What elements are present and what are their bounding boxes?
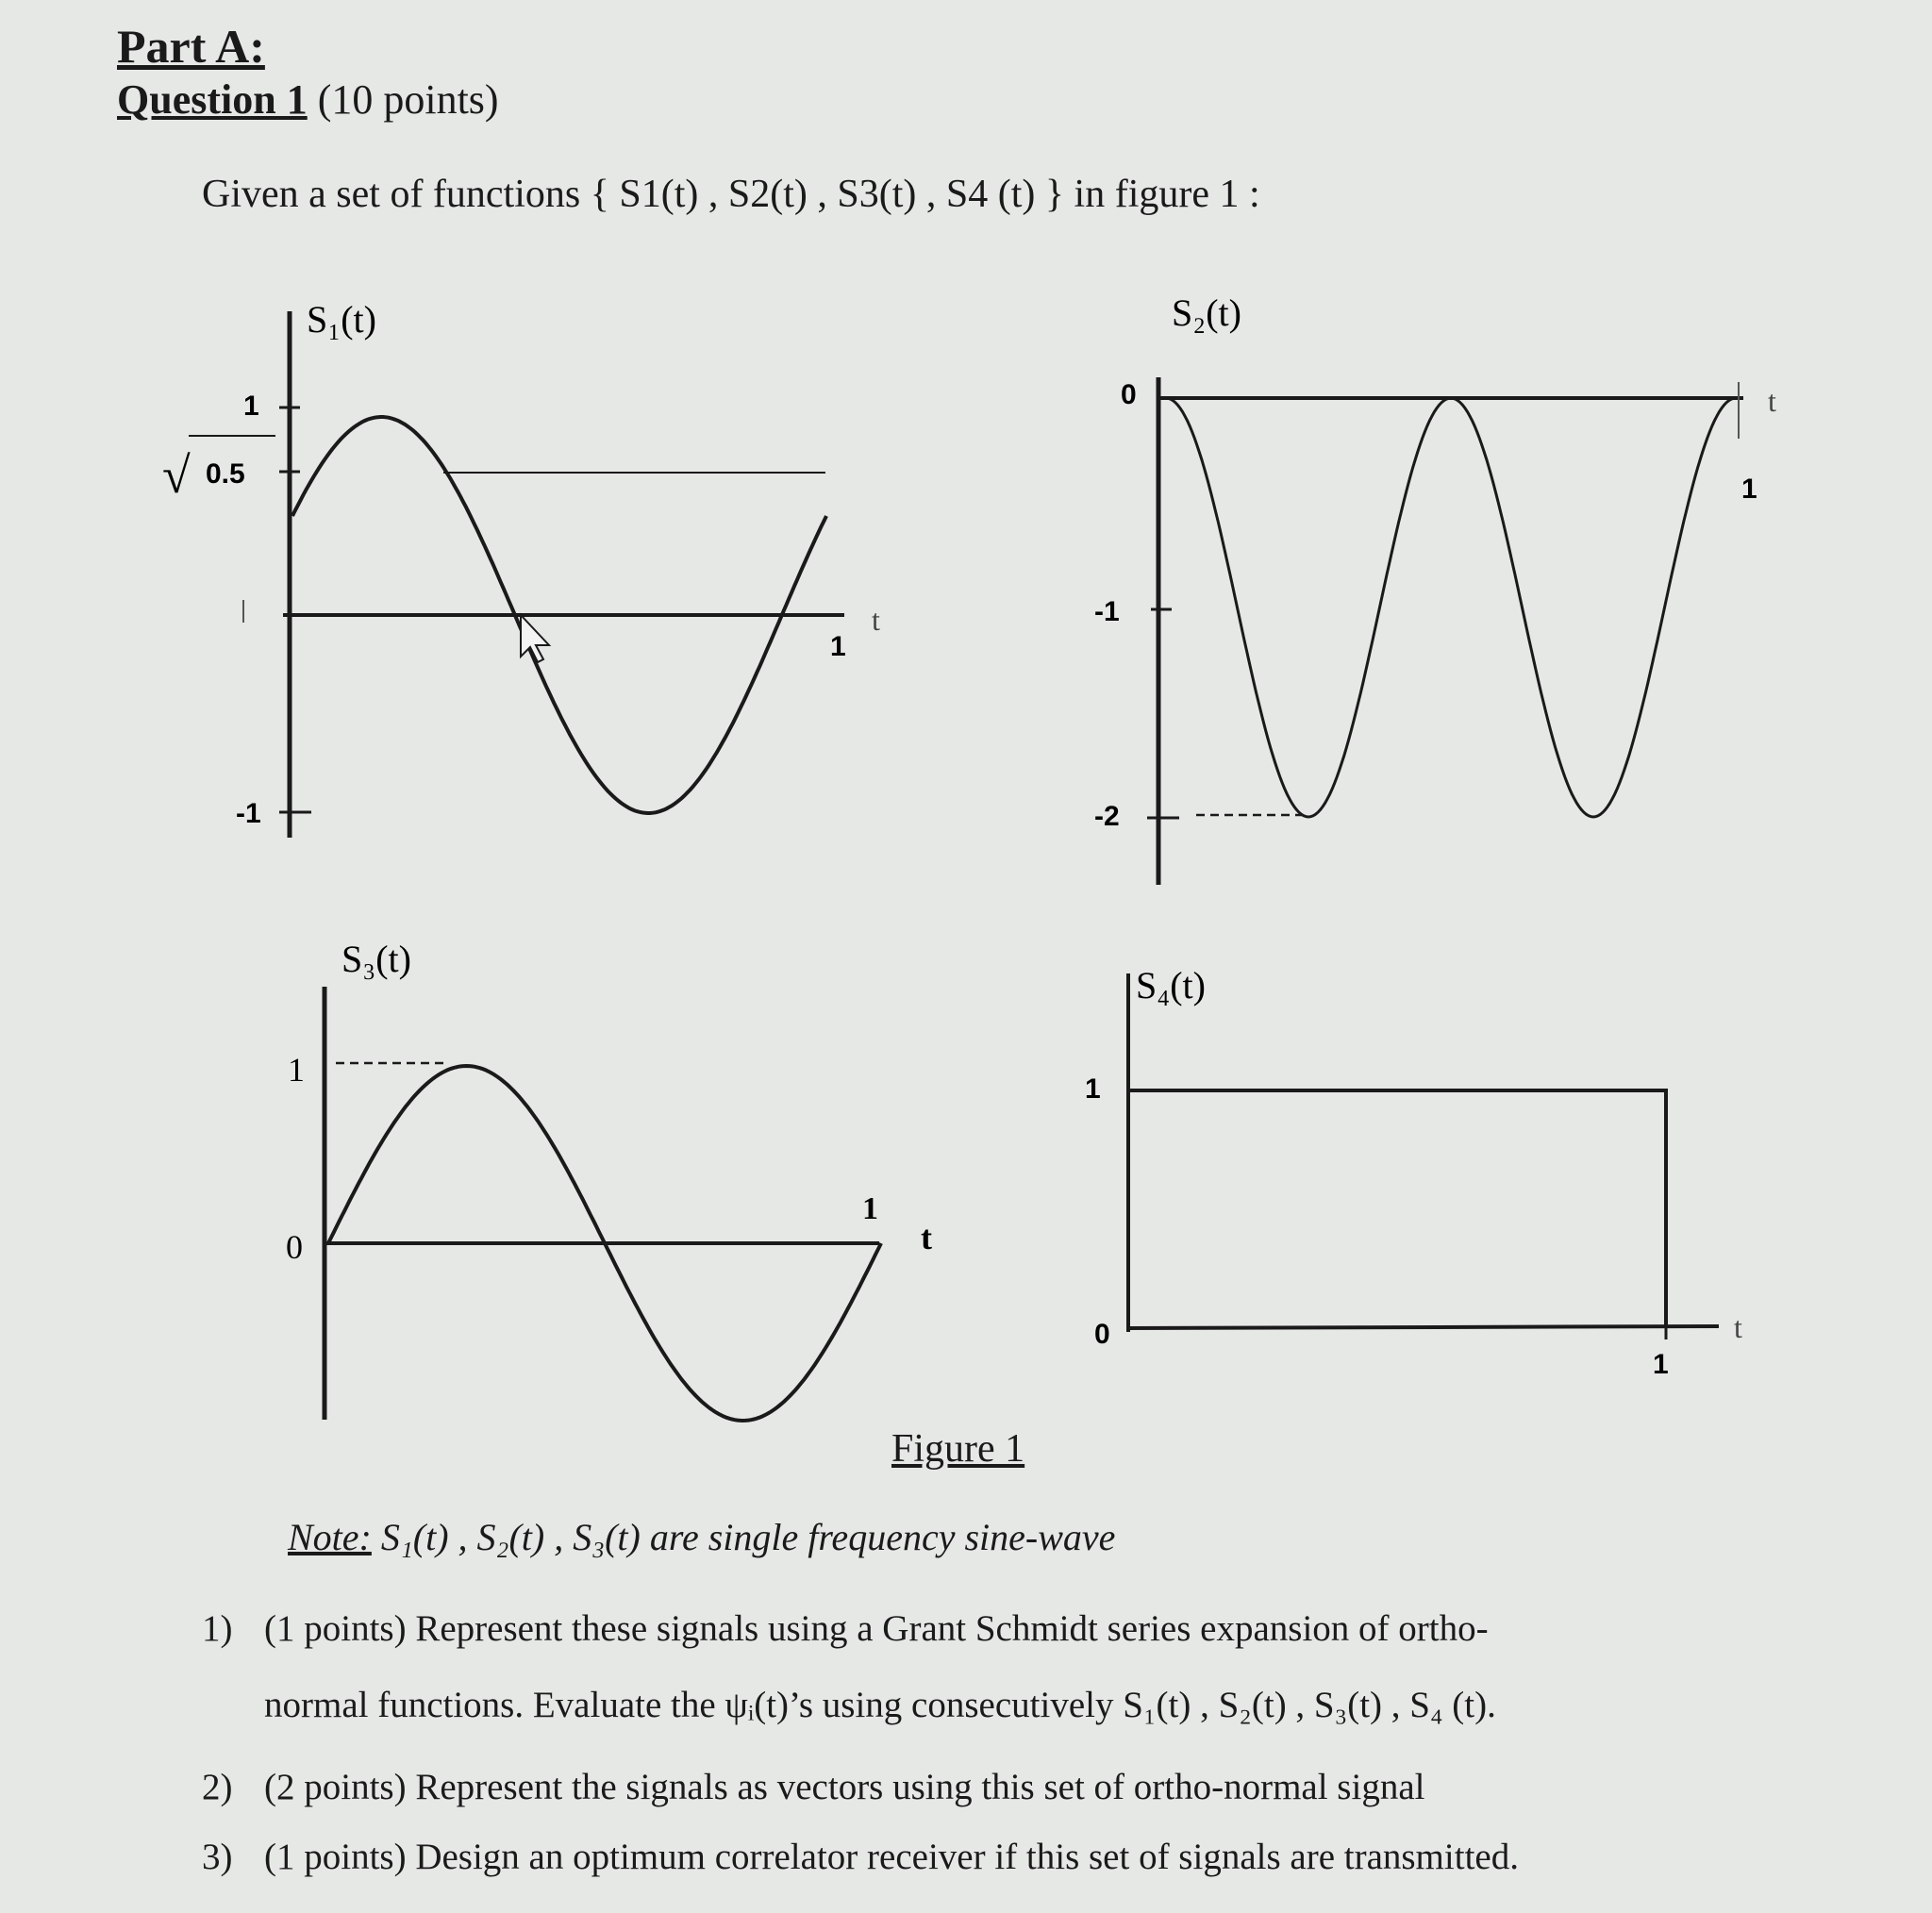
plot-s2: [1094, 291, 1776, 885]
question-label: Question 1: [117, 76, 308, 123]
s1-label: S₁(t): [307, 298, 376, 341]
note-label: Note:: [288, 1516, 372, 1558]
s3-tick-label-1: 1: [288, 1051, 305, 1089]
part-title: Part A:: [117, 20, 265, 73]
s1-sqrt-symbol: √: [162, 447, 191, 504]
question-number: 2): [202, 1767, 233, 1807]
s2-label: S₂(t): [1172, 291, 1241, 334]
question-points: (10 points): [317, 76, 499, 123]
s1-tick-label-x1: 1: [830, 631, 846, 662]
s4-pulse: [1128, 1090, 1666, 1327]
s3-tick-label-0: 0: [286, 1228, 303, 1266]
s2-tick-label-m1: -1: [1094, 596, 1120, 627]
s2-axis-t: t: [1768, 384, 1776, 418]
s4-tick-label-0: 0: [1094, 1319, 1110, 1350]
s3-axis-t: t: [921, 1219, 932, 1256]
intro-text: Given a set of functions { S1(t) , S2(t) , S3(t) , S4 (t) } in figure 1 :: [202, 173, 1260, 216]
question-number: 3): [202, 1837, 233, 1877]
note-text: S₁(t) , S₂(t) , S₃(t) are single frequency sine-wave: [371, 1516, 1116, 1558]
question-text-line1: (2 points) Represent the signals as vectors using this set of ortho-normal signal: [264, 1767, 1425, 1807]
figure-caption: Figure 1: [891, 1427, 1025, 1471]
s4-tick-label-x1: 1: [1653, 1349, 1669, 1380]
question-item-3: [202, 1836, 1519, 1878]
plot-s4: [1085, 964, 1742, 1380]
s3-tick-label-x1: 1: [862, 1191, 878, 1226]
s1-axis-t: t: [872, 603, 880, 637]
s1-tick-label-m1: -1: [236, 798, 261, 829]
s1-tick-label-1: 1: [243, 391, 259, 422]
s2-tick-label-0: 0: [1121, 379, 1137, 410]
s2-tick-label-x1: 1: [1741, 474, 1757, 505]
question-number: 1): [202, 1608, 233, 1649]
question-text-line1: (1 points) Represent these signals using a Grant Schmidt series expansion of ortho-: [264, 1608, 1489, 1649]
s4-axis-t: t: [1734, 1310, 1742, 1344]
s4-x-axis: [1128, 1326, 1719, 1328]
s4-tick-label-1: 1: [1085, 1073, 1101, 1105]
cursor-icon: [521, 615, 549, 662]
question-text-line2: normal functions. Evaluate the ψᵢ(t)’s using consecutively S₁(t) , S₂(t) , S₃(t) , S₄ (t).: [264, 1685, 1496, 1725]
s3-label: S₃(t): [341, 938, 411, 980]
plot-s1: [162, 298, 880, 838]
s4-label: S₄(t): [1136, 964, 1206, 1006]
s2-sine-curve: [1166, 398, 1736, 817]
plot-s3: [286, 938, 932, 1421]
question-item-2: [202, 1766, 1424, 1808]
question-item-1: [202, 1607, 1496, 1726]
s1-tick-label-05: 0.5: [206, 458, 245, 490]
s2-tick-label-m2: -2: [1094, 801, 1120, 832]
note: [288, 1515, 1115, 1559]
question-text-line1: (1 points) Design an optimum correlator receiver if this set of signals are transmitted.: [264, 1837, 1519, 1877]
